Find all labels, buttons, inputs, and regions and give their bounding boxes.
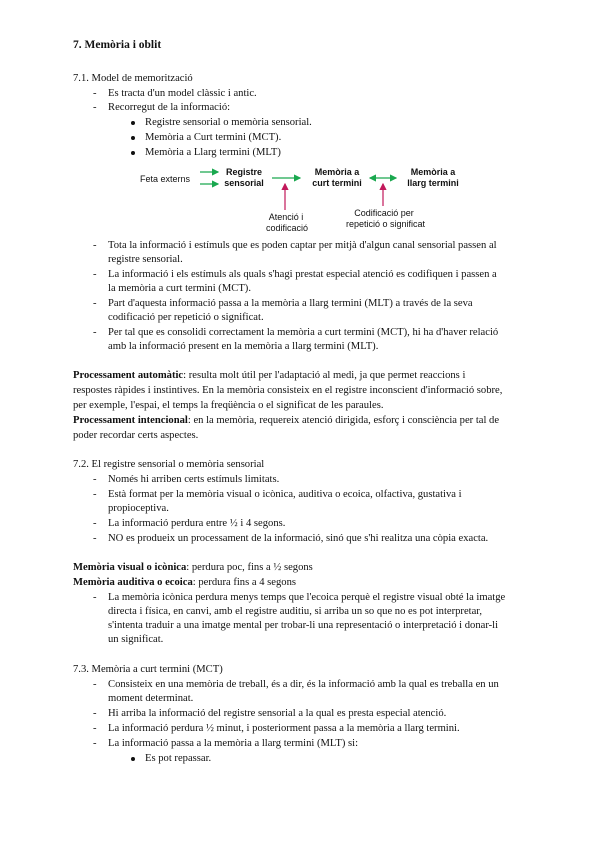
heading-7-3: 7.3. Memòria a curt termini (MCT)	[73, 664, 223, 675]
list-item-cont: s'intenta traduir a una imatge mental per trobar-li una representació o interpretació i donar-li	[108, 620, 499, 631]
dash-marker: -	[93, 240, 97, 251]
paragraph-line: per exemple, l'espai, el temps la freqüència o el significat de les paraules.	[73, 400, 384, 411]
section-title: 7. Memòria i oblit	[73, 39, 162, 51]
heading-7-1: 7.1. Model de memorització	[73, 73, 193, 84]
dash-marker: -	[93, 489, 97, 500]
list-item-cont: registre sensorial.	[108, 254, 183, 265]
dash-marker: -	[93, 88, 97, 99]
dash-marker: -	[93, 708, 97, 719]
list-item: La informació passa a la memòria a llarg termini (MLT) si:	[108, 738, 359, 749]
bullet-item: Es pot repassar.	[145, 753, 212, 764]
dash-marker: -	[93, 102, 97, 113]
list-item: NO es produeix un processament de la informació, sinó que s'hi realitza una còpia exacta.	[108, 533, 489, 544]
paragraph-line: respostes ràpides i instintives. En la memòria consisteix en el registre inconscient d'informació sobre,	[73, 385, 503, 396]
list-item-cont: un significat.	[108, 634, 164, 645]
list-item-cont: moment determinat.	[108, 693, 194, 704]
bullet-icon	[131, 121, 135, 125]
dash-marker: -	[93, 723, 97, 734]
list-item: Recorregut de la informació:	[108, 102, 231, 113]
list-item: Per tal que es consolidi correctament la memòria a curt termini (MCT), hi ha d'haver relació	[108, 327, 499, 338]
dash-marker: -	[93, 518, 97, 529]
dash-marker: -	[93, 533, 97, 544]
bullet-item: Memòria a Llarg termini (MLT)	[145, 147, 281, 158]
dash-marker: -	[93, 679, 97, 690]
bullet-icon	[131, 136, 135, 140]
list-item-cont: la memòria a curt termini (MCT).	[108, 283, 251, 294]
heading-7-2: 7.2. El registre sensorial o memòria sensorial	[73, 459, 265, 470]
bullet-icon	[131, 757, 135, 761]
box-sensorial: Registre sensorial	[224, 167, 264, 188]
dash-marker: -	[93, 298, 97, 309]
list-item: La informació perdura entre ½ i 4 segons.	[108, 518, 286, 529]
note-repetition: Codificació per repetició o significat	[346, 208, 426, 229]
dash-marker: -	[93, 327, 97, 338]
dash-marker: -	[93, 738, 97, 749]
dash-marker: -	[93, 474, 97, 485]
list-item: La informació i els estímuls als quals s'hagi prestat especial atenció es codifiquen i passen a	[108, 269, 497, 280]
memory-model-diagram	[138, 160, 468, 236]
dash-marker: -	[93, 592, 97, 603]
bullet-item: Memòria a Curt termini (MCT).	[145, 132, 282, 143]
dash-marker: -	[93, 269, 97, 280]
list-item: Part d'aquesta informació passa a la memòria a llarg termini (MLT) a través de la seva	[108, 298, 473, 309]
list-item: Està format per la memòria visual o icònica, auditiva o ecoica, olfactiva, gustativa i	[108, 489, 462, 500]
auditory-memory-line: Memòria auditiva o ecoica: perdura fins a 4 segons	[73, 577, 297, 588]
list-item: Tota la informació i estímuls que es poden captar per mitjà d'algun canal sensorial passen al	[108, 240, 497, 251]
list-item: Es tracta d'un model clàssic i antic.	[108, 88, 257, 99]
note-attention: Atenció i codificació	[266, 212, 309, 233]
list-item: La informació perdura ½ minut, i posteriorment passa a la memòria a llarg termini.	[108, 723, 460, 734]
list-item: La memòria icònica perdura menys temps que l'ecoica perquè el registre visual obté la imatge	[108, 592, 506, 603]
box-mlt: Memòria a llarg termini	[407, 167, 459, 188]
list-item: Consisteix en una memòria de treball, és a dir, és la informació amb la qual es treballa en un	[108, 679, 499, 690]
paragraph-line: poder recordar certs aspectes.	[73, 430, 199, 441]
bullet-icon	[131, 151, 135, 155]
bullet-item: Registre sensorial o memòria sensorial.	[145, 117, 312, 128]
paragraph-auto: Processament automàtic: resulta molt útil per l'adaptació al medi, ja que permet reaccions i	[73, 370, 466, 381]
list-item: Hi arriba la informació del registre sensorial a la qual es presta especial atenció.	[108, 708, 447, 719]
list-item: Només hi arriben certs estímuls limitats.	[108, 474, 280, 485]
list-item-cont: amb la informació present en la memòria a llarg termini (MLT).	[108, 341, 379, 352]
visual-memory-line: Memòria visual o icònica: perdura poc, fins a ½ segons	[73, 562, 313, 573]
list-item-cont: propioceptiva.	[108, 503, 169, 514]
list-item-cont: directa i física, en canvi, amb el registre auditiu, si arriba un so que no es pot interpretar,	[108, 606, 483, 617]
diagram-input-label: Feta externs	[140, 174, 191, 184]
paragraph-intentional: Processament intencional: en la memòria, requereix atenció dirigida, esforç i consciència per tal de	[73, 415, 500, 426]
box-mct: Memòria a curt termini	[312, 167, 362, 188]
list-item-cont: codificació per repetició o significat.	[108, 312, 264, 323]
